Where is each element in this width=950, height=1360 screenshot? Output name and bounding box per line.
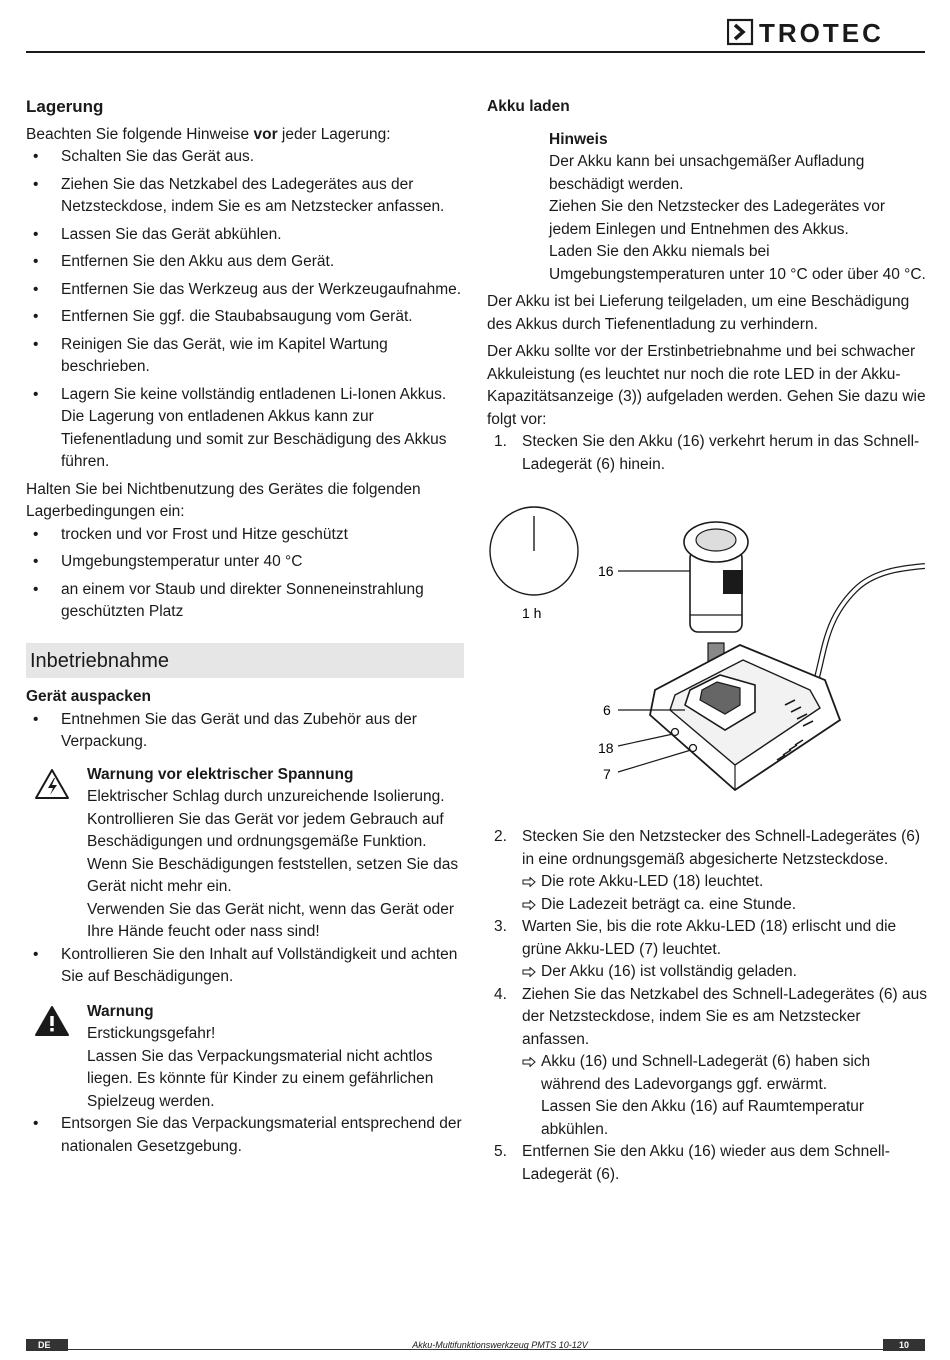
left-column xyxy=(26,96,466,629)
storage-conditions-intro: Halten Sie bei Nichtbenutzung des Gerätes die folgenden Lagerbedingungen ein: xyxy=(26,480,421,520)
clock-label: 1 h xyxy=(522,605,542,621)
warning-line: Erstickungsgefahr! xyxy=(87,1025,216,1042)
result-text: Der Akku (16) ist vollständig geladen. xyxy=(541,963,797,980)
right-column xyxy=(487,96,927,476)
step-text: Entfernen Sie den Akku (16) wieder aus dem Schnell-Ladegerät (6). xyxy=(522,1143,890,1183)
language-badge: DE xyxy=(26,1339,68,1351)
step-result xyxy=(522,1051,927,1141)
storage-intro-bold: vor xyxy=(253,125,278,143)
trotec-logo xyxy=(727,18,927,46)
unpack-list xyxy=(26,709,466,754)
list-item: • Entfernen Sie das Werkzeug aus der Werkzeugaufnahme. xyxy=(26,279,466,302)
electric-warning xyxy=(26,764,466,944)
page-number: 10 xyxy=(883,1339,925,1351)
label-16: 16 xyxy=(598,563,614,579)
step-number: 3. xyxy=(494,918,507,935)
step-result xyxy=(522,894,927,917)
brand-text: TROTEC xyxy=(759,18,884,46)
storage-heading: Lagerung xyxy=(26,97,104,116)
step-list xyxy=(487,826,927,1186)
charge-heading: Akku laden xyxy=(487,98,570,115)
step-item xyxy=(487,826,927,916)
warning-line: Verwenden Sie das Gerät nicht, wenn das Gerät oder Ihre Hände feucht oder nass sind! xyxy=(87,900,455,940)
note-line: Laden Sie den Akku niemals bei Umgebungstemperaturen unter 10 °C oder über 40 °C. xyxy=(549,243,926,283)
electric-hazard-icon xyxy=(34,768,70,800)
section-heading-bar xyxy=(26,643,464,678)
result-arrow-icon xyxy=(522,967,536,977)
steps-column xyxy=(487,826,927,1186)
list-item: • Lagern Sie keine vollständig entladenen Li-Ionen Akkus. Die Lagerung von entladenen Akkus kann zur Tiefenentladung und somit zur Beschädigung des Akkus führen. xyxy=(26,384,466,474)
warning-line: Elektrischer Schlag durch unzureichende Isolierung. xyxy=(87,788,445,805)
step-item xyxy=(487,1141,927,1186)
list-item: • Schalten Sie das Gerät aus. xyxy=(26,146,466,169)
step-result xyxy=(522,961,927,984)
list-item: • Reinigen Sie das Gerät, wie im Kapitel Wartung beschrieben. xyxy=(26,334,466,379)
label-6: 6 xyxy=(603,702,611,718)
clock-icon xyxy=(490,507,578,595)
commissioning-column xyxy=(26,686,466,1163)
unpack-heading: Gerät auspacken xyxy=(26,688,151,705)
label-7: 7 xyxy=(603,766,611,782)
storage-list xyxy=(26,146,466,474)
warning-icon xyxy=(34,1005,70,1037)
storage-intro-post: jeder Lagerung: xyxy=(277,125,391,143)
list-item: • Umgebungstemperatur unter 40 °C xyxy=(26,551,466,574)
step-item xyxy=(487,916,927,984)
warning-line: Wenn Sie Beschädigungen feststellen, setzen Sie das Gerät nicht mehr ein. xyxy=(87,855,459,895)
note-title: Hinweis xyxy=(549,130,608,148)
dispose-list xyxy=(26,1113,466,1158)
list-item: • Entsorgen Sie das Verpackungsmaterial entsprechend der nationalen Gesetzgebung. xyxy=(26,1113,466,1158)
step-item xyxy=(487,431,927,476)
note-block xyxy=(487,129,927,287)
result-text: Die rote Akku-LED (18) leuchtet. xyxy=(541,873,764,890)
result-text: Akku (16) und Schnell-Ladegerät (6) haben sich während des Ladevorgangs ggf. erwärmt. Lassen Sie den Akku (16) auf Raumtemperatur abkühlen. xyxy=(541,1053,871,1138)
header-rule xyxy=(26,51,925,53)
charging-illustration xyxy=(485,500,925,800)
paragraph: Der Akku sollte vor der Erstinbetriebnahme und bei schwacher Akkuleistung (es leuchtet nur noch die rote LED in der Akku-Kapazitätsanzeige (3)) aufgeladen werden. Gehen Sie dazu wie folgt vor: xyxy=(487,343,926,428)
list-item: • Lassen Sie das Gerät abkühlen. xyxy=(26,224,466,247)
storage-conditions-list xyxy=(26,524,466,624)
result-arrow-icon xyxy=(522,877,536,887)
page-footer xyxy=(26,1339,925,1351)
step-list-first xyxy=(487,431,927,476)
result-arrow-icon xyxy=(522,1057,536,1067)
list-item: • Entnehmen Sie das Gerät und das Zubehör aus der Verpackung. xyxy=(26,709,466,754)
battery-drawing xyxy=(684,522,748,632)
step-number: 2. xyxy=(494,828,507,845)
step-text: Stecken Sie den Akku (16) verkehrt herum in das Schnell-Ladegerät (6) hinein. xyxy=(522,433,920,473)
step-number: 1. xyxy=(494,433,507,450)
warning-line: Kontrollieren Sie das Gerät vor jedem Gebrauch auf Beschädigungen und ordnungsgemäße Funktion. xyxy=(87,810,444,850)
check-list xyxy=(26,944,466,989)
footer-title: Akku-Multifunktionswerkzeug PMTS 10-12V xyxy=(412,1340,588,1350)
note-line: Ziehen Sie den Netzstecker des Ladegerätes vor jedem Einlegen und Entnehmen des Akkus. xyxy=(549,198,886,238)
list-item: • trocken und vor Frost und Hitze geschützt xyxy=(26,524,466,547)
step-item xyxy=(487,984,927,1142)
list-item: • Entfernen Sie ggf. die Staubabsaugung vom Gerät. xyxy=(26,306,466,329)
list-item: • Kontrollieren Sie den Inhalt auf Vollständigkeit und achten Sie auf Beschädigungen. xyxy=(26,944,466,989)
step-text: Stecken Sie den Netzstecker des Schnell-Ladegerätes (6) in eine ordnungsgemäß abgesicherte Netzsteckdose. xyxy=(522,828,921,868)
list-item: • an einem vor Staub und direkter Sonneneinstrahlung geschützten Platz xyxy=(26,579,466,624)
warning-line: Lassen Sie das Verpackungsmaterial nicht achtlos liegen. Es könnte für Kinder zu einem gefährlichen Spielzeug werden. xyxy=(87,1047,434,1110)
note-line: Der Akku kann bei unsachgemäßer Aufladung beschädigt werden. xyxy=(549,153,865,193)
step-number: 4. xyxy=(494,985,507,1003)
list-item: • Entfernen Sie den Akku aus dem Gerät. xyxy=(26,251,466,274)
warning-title: Warnung xyxy=(87,1002,154,1020)
label-18: 18 xyxy=(598,740,614,756)
result-arrow-icon xyxy=(522,900,536,910)
charger-drawing xyxy=(650,645,840,790)
list-item: • Ziehen Sie das Netzkabel des Ladegerätes aus der Netzsteckdose, indem Sie es am Netzstecker anfassen. xyxy=(26,174,466,219)
step-text: Ziehen Sie das Netzkabel des Schnell-Ladegerätes (6) aus der Netzsteckdose, indem Sie es am Netzstecker anfassen. xyxy=(522,985,927,1048)
step-number: 5. xyxy=(494,1143,507,1160)
warning-title: Warnung vor elektrischer Spannung xyxy=(87,765,354,783)
storage-intro-pre: Beachten Sie folgende Hinweise xyxy=(26,125,254,143)
suffocation-warning xyxy=(26,1001,466,1114)
step-result xyxy=(522,871,927,894)
section-title: Inbetriebnahme xyxy=(30,650,169,672)
step-text: Warten Sie, bis die rote Akku-LED (18) erlischt und die grüne Akku-LED (7) leuchtet. xyxy=(522,918,897,958)
result-text: Die Ladezeit beträgt ca. eine Stunde. xyxy=(541,895,797,913)
paragraph: Der Akku ist bei Lieferung teilgeladen, um eine Beschädigung des Akkus durch Tiefenentladung zu verhindern. xyxy=(487,293,910,333)
storage-intro xyxy=(26,124,466,147)
